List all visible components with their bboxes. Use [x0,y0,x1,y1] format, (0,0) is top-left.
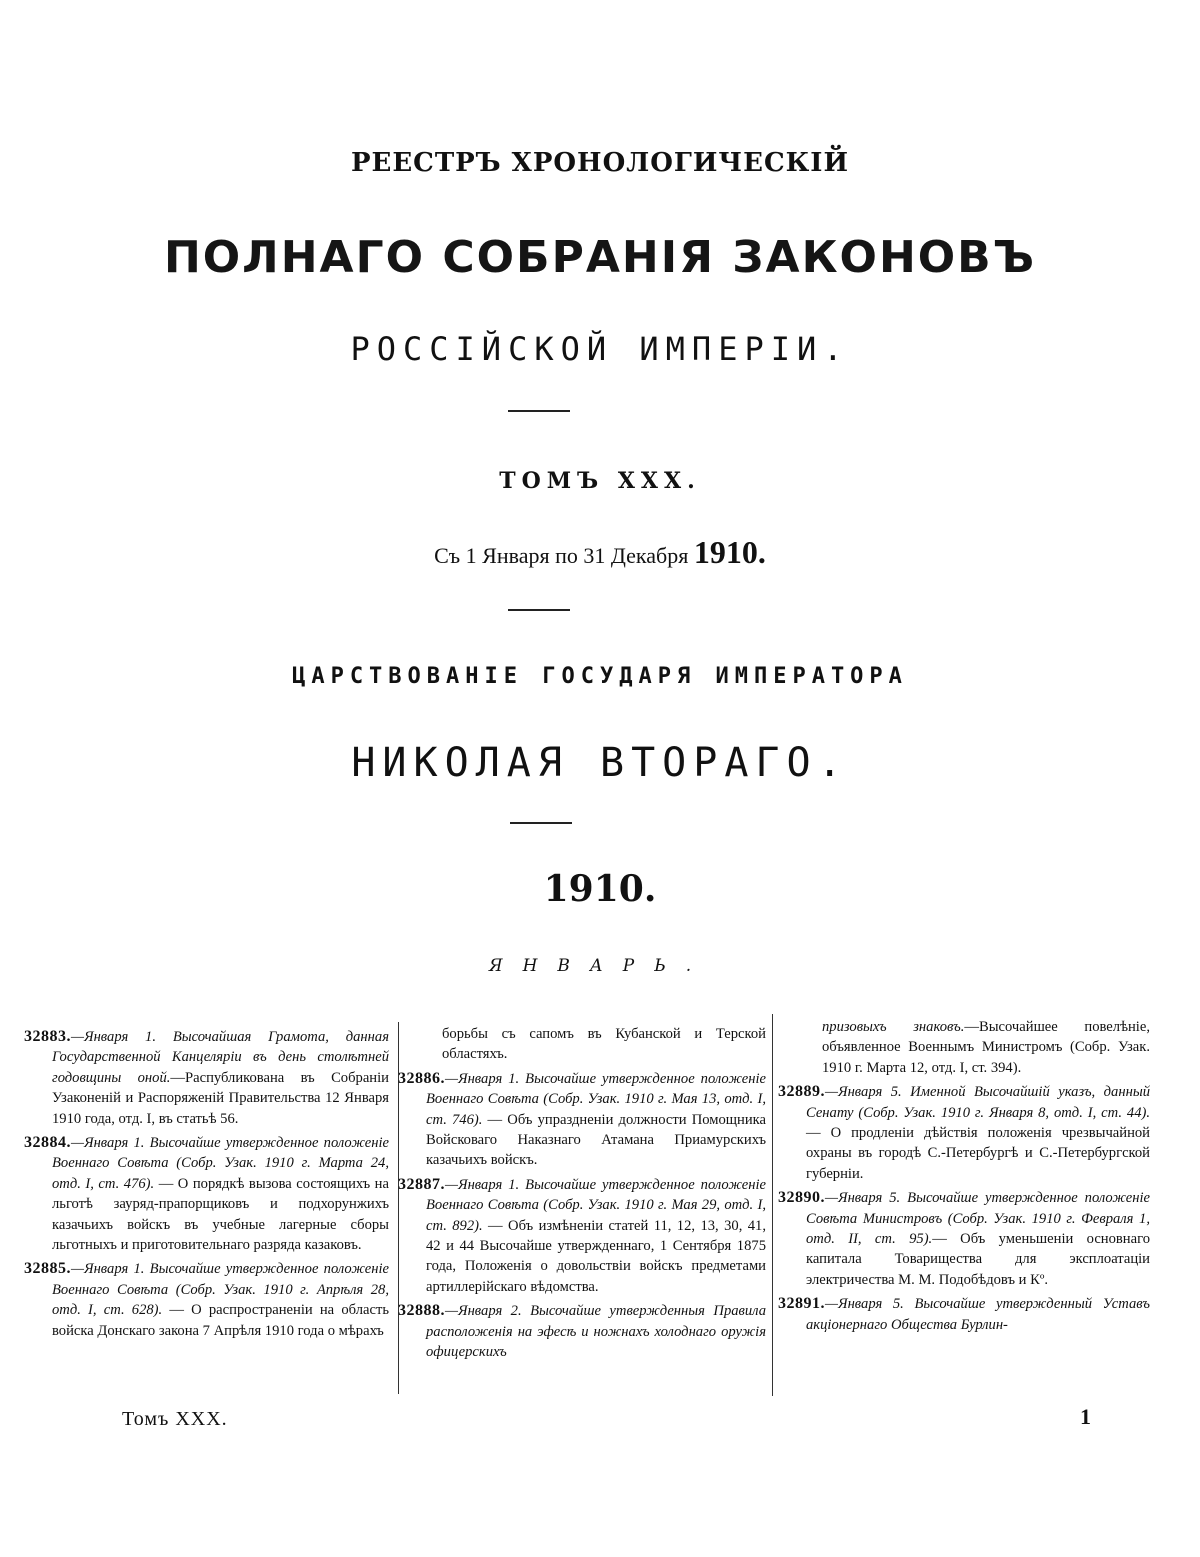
entry-continuation: борьбы съ сапомъ въ Кубанской и Терской областяхъ. [442,1026,766,1063]
divider-rule [510,822,572,824]
register-entry: 32884.—Января 1. Высочайше утвержденное положеніе Военнаго Совѣта (Собр. Узак. 1910 г. Марта 24, отд. I, ст. 476). — О порядкѣ вызова состоящихъ на льготѣ зауряд-прапорщиковъ и подхорунжихъ казачьихъ войскъ въ учебные лагерные сборы льготныхъ и приготовительнаго разряда казаковъ. [24,1134,389,1254]
title-registry: РЕЕСТРЪ ХРОНОЛОГИЧЕСКІЙ [350,148,850,178]
title-empire: РОССІЙСКОЙ ИМПЕРІИ. [350,330,850,368]
column-2 [398,1024,766,1367]
page-number: 1 [1080,1404,1091,1429]
period-year: 1910. [693,534,766,570]
divider-rule [508,410,570,412]
entry-continuation: призовыхъ знаковъ.—Высочайшее повелѣніе, объявленное Военнымъ Министромъ (Собр. Узак. 1910 г. Марта 12, отд. I, ст. 394). [822,1019,1150,1076]
year-heading: 1910. [543,868,657,910]
period-line [0,534,1200,571]
divider-rule [508,609,570,611]
volume-heading: ТОМЪ XXX. [499,468,701,494]
column-3 [778,1017,1150,1339]
column-rule [772,1014,773,1396]
emperor-name: НИКОЛАЯ ВТОРАГО. [351,740,849,786]
reign-heading: ЦАРСТВОВАНІЕ ГОСУДАРЯ ИМПЕРАТОРА [292,664,908,689]
month-heading: ЯНВАРЬ. [488,956,712,976]
register-entry: 32890.—Января 5. Высочайше утвержденное положеніе Совѣта Министровъ (Собр. Узак. 1910 г. Февраля 1, отд. II, ст. 95).— Объ уменьшеніи основнаго капитала Товарищества для эксплоатаціи электричества М. М. Подобѣдовъ и Кº. [778,1189,1150,1288]
period-text: Съ 1 Января по 31 Декабря [434,543,689,568]
volume-signature: Томъ XXX. [122,1408,228,1430]
register-entry: 32891.—Января 5. Высочайше утвержденный Уставъ акціонернаго Общества Бурлин- [778,1295,1150,1333]
column-1 [24,1027,389,1345]
register-entry: 32889.—Января 5. Именной Высочайшій указъ, данный Сенату (Собр. Узак. 1910 г. Января 8, отд. I, ст. 44). — О продленіи дѣйствія положенія чрезвычайной охраны въ городѣ С.-Петербургѣ и С.-Петербургской губерніи. [778,1083,1150,1182]
register-entry: 32887.—Января 1. Высочайше утвержденное положеніе Военнаго Совѣта (Собр. Узак. 1910 г. Мая 29, отд. I, ст. 892). — Объ измѣненіи статей 11, 12, 13, 30, 41, 42 и 44 Высочайше утвержденнаго, 1 Сентября 1875 года, Положенія о довольствіи войскъ предметами артиллерійскаго вѣдомства. [398,1175,766,1295]
register-entry: 32885.—Января 1. Высочайше утвержденное положеніе Военнаго Совѣта (Собр. Узак. 1910 г. Апрѣля 28, отд. I, ст. 628). — О распространеніи на область войска Донскаго закона 7 Апрѣля 1910 года о мѣрахъ [24,1260,389,1339]
register-entry: 32886.—Января 1. Высочайше утвержденное положеніе Военнаго Совѣта (Собр. Узак. 1910 г. Мая 13, отд. I, ст. 746). — Объ упраздненіи должности Помощника Войсковаго Наказнаго Атамана Приамурскихъ казачьихъ войскъ. [398,1069,767,1169]
register-entry: 32888.—Января 2. Высочайше утвержденныя Правила расположенія на эфесѣ и ножнахъ холоднаго оружія офицерскихъ [398,1302,767,1361]
register-entry: 32883.—Января 1. Высочайшая Грамота, данная Государственной Канцеляріи въ день столѣтней годовщины оной.—Распубликована въ Собраніи Узаконеній и Распоряженій Правительства 12 Января 1910 года, отд. І, въ статьѣ 56. [24,1028,389,1127]
title-collection: ПОЛНАГО СОБРАНІЯ ЗАКОНОВЪ [163,232,1037,283]
